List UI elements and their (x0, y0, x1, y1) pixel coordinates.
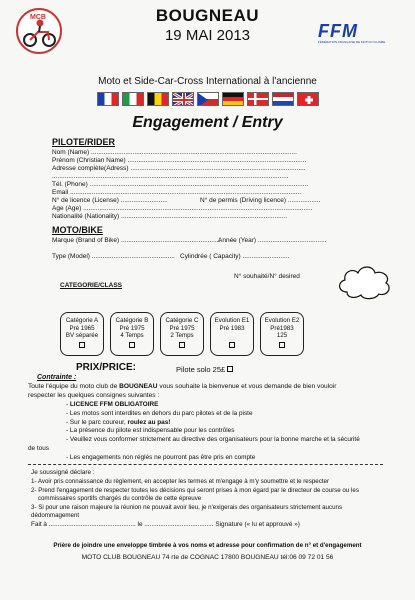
event-date: 19 MAI 2013 (164, 27, 251, 44)
address-line-2[interactable]: ................................................................................................................................... (52, 173, 289, 180)
contrainte-item-text: - Sur le parc coureur, (66, 418, 128, 426)
footer-address (0, 554, 415, 561)
contrainte-item-text: - Veuillez vous conformer strictement au directive des organisateurs pour la bonne marche et la sécurité (66, 436, 360, 444)
contrainte-item (66, 419, 360, 428)
contrainte-item-text: - (66, 401, 70, 408)
category-box-4[interactable] (210, 312, 254, 356)
event-title: BOUGNEAU (155, 6, 260, 25)
category-box-2[interactable] (110, 312, 154, 356)
contrainte-intro (28, 383, 336, 390)
contrainte-item-text: - Les motos sont interdites en dehors du parc pilotes et de la piste (66, 409, 253, 417)
permis-label: N° de permis (Driving licence) (200, 197, 287, 204)
declaration-item: 3- Si pour une raison majeure la réunion ne pouvait avoir lieu, je n'exigerais des organisateurs strictement aucuns (31, 503, 343, 511)
category-box-1[interactable] (60, 312, 104, 356)
category-box-line: 4 Temps (120, 332, 144, 340)
address-label: Adresse complète(Adress) (52, 165, 129, 172)
flag-netherlands-icon (272, 92, 294, 106)
category-checkbox[interactable] (279, 342, 285, 348)
contrainte-intro-part2: vous souhaite la bienvenue et vous demande de bien vouloir (159, 383, 337, 390)
category-box-line: Evolution E1 (214, 317, 250, 324)
signature-label: Signature (« lu et approuvé ») (215, 521, 300, 528)
brand-field[interactable]: Marque (Brand of Bike) ....................................................... (52, 237, 221, 244)
name-label: Nom (Name) (52, 149, 90, 156)
permis-field[interactable]: N° de permis (Driving licence) .................. (200, 197, 321, 204)
contrainte-engagements: - Les engagements non réglés ne pourront pas être pris en compte (66, 454, 256, 461)
cylindree-label: Cylindrée ( Capacity) (180, 253, 241, 260)
moto-heading: MOTO/BIKE (52, 225, 103, 235)
declaration-intro: Je soussigné déclare : (31, 469, 95, 476)
contrainte-de-tous: de tous (28, 445, 49, 452)
category-box-line: Catégorie C (165, 317, 199, 324)
category-box-line: 2 Temps (170, 332, 194, 340)
flag-switzerland-icon (297, 92, 319, 106)
flag-uk-icon (172, 92, 194, 106)
email-label: Email (52, 189, 69, 196)
footer-phone: tél:06 09 72 01 56 (280, 554, 334, 561)
price-solo-checkbox[interactable] (227, 366, 233, 372)
category-box-line: BV séparée (65, 332, 99, 340)
pilote-heading: PILOTE/RIDER (52, 137, 116, 147)
footer-club: MOTO CLUB BOUGNEAU 74 rte de COGNAC 17800 BOUGNEAU (81, 554, 279, 561)
firstname-field[interactable]: Prénom (Christian Name) ................................................................................................... (52, 157, 307, 164)
categorie-heading: CATEGORIE/CLASS (60, 282, 122, 289)
brand-label: Marque (Brand of Bike) (52, 237, 120, 244)
flag-czech-icon (197, 92, 219, 106)
prix-heading: PRIX/PRICE: (76, 362, 137, 373)
declaration-item: 2- Prend l'engagement de respecter toutes les décisions qui seront prises à mon égard par le directeur de course ou les (31, 486, 359, 494)
entry-title: Engagement / Entry (132, 114, 283, 131)
flag-belgium-icon (147, 92, 169, 106)
ffm-logo (318, 22, 390, 48)
contrainte-item (66, 427, 360, 436)
declaration-list (31, 478, 359, 521)
ffm-logo-tagline: FÉDÉRATION FRANÇAISE DE MOTOCYCLISME (318, 40, 386, 44)
club-logo-text: MCB (30, 14, 46, 21)
contrainte-intro-line2: respecter les quelques consignes suivantes : (28, 392, 160, 399)
footer-envelope: Prière de joindre une enveloppe timbrée à vos noms et adresse pour confirmation de n° et d'engagement (53, 542, 362, 549)
year-field[interactable]: Année (Year) ...................................... (218, 237, 327, 244)
email-field[interactable]: Email ................................................................................................................................ (52, 189, 302, 196)
cloud-number-box[interactable] (335, 262, 393, 302)
category-box-line: Pré 1965 (69, 324, 95, 332)
contrainte-item-text: - La présence du pilote est indispensable pour les contrôles (66, 427, 235, 435)
type-field[interactable]: Type (Model) .............................................. (52, 253, 175, 260)
event-subtitle: Moto et Side-Car-Cross International à l'ancienne (98, 76, 317, 87)
separator (28, 464, 383, 465)
declaration-item: dédommagement (31, 512, 80, 519)
price-solo-label: Pilote solo 25£ (176, 365, 226, 374)
declaration-item: commissaires sportifs chargés du contrôle de cette épreuve (31, 495, 202, 502)
contrainte-list (66, 401, 360, 445)
category-box-5[interactable] (260, 312, 304, 356)
name-field[interactable]: Nom (Name) .................................................................................................................. (52, 149, 297, 156)
licence-field[interactable]: N° de licence (License) .......................... (52, 197, 168, 204)
address-field[interactable]: Adresse complète(Adress) ................................................................................................. (52, 165, 306, 172)
contrainte-item-bold: LICENCE FFM OBLIGATOIRE (69, 401, 159, 408)
fait-label: Fait à (31, 521, 47, 528)
category-box-line: 125 (276, 332, 288, 340)
contrainte-item (66, 436, 360, 445)
licence-label: N° de licence (License) (52, 197, 119, 204)
declaration-item: 1- Avoir pris connaissance du règlement, en accepter les termes et m'engage à m'y soumettre et le respecter (31, 478, 330, 485)
ffm-logo-text: FFM (318, 21, 358, 41)
flags-row (0, 92, 415, 106)
price-solo[interactable] (176, 364, 233, 374)
age-label: Age (Age) (52, 205, 82, 212)
flag-france-icon (97, 92, 119, 106)
category-checkbox[interactable] (129, 342, 135, 348)
flag-germany-icon (222, 92, 244, 106)
contrainte-intro-part1: Toute l'équipe du moto club de (28, 383, 118, 390)
category-box-line: Catégorie B (115, 317, 149, 324)
category-box-line: Pré1983 (270, 324, 294, 332)
flag-denmark-icon (247, 92, 269, 106)
flag-italy-icon (122, 92, 144, 106)
signature-row[interactable]: Fait à ................................................. le ....................................... Signature (« lu et approuvé ») (31, 521, 300, 528)
category-box-3[interactable] (160, 312, 204, 356)
contrainte-item (66, 410, 360, 419)
nationality-field[interactable]: Nationalité (Nationality) ............................................................................................ (52, 213, 288, 220)
le-label: le (137, 521, 143, 528)
category-boxes (60, 312, 304, 356)
category-checkbox[interactable] (229, 342, 235, 348)
contrainte-heading: Contrainte : (37, 374, 77, 381)
category-box-line: Pré 1975 (119, 324, 145, 332)
category-box-line: Pré 1983 (219, 324, 245, 332)
contrainte-item (66, 401, 360, 410)
category-checkbox[interactable] (179, 342, 185, 348)
nationality-label: Nationalité (Nationality) (52, 213, 120, 220)
category-box-line: Pré 1975 (169, 324, 195, 332)
category-box-line (211, 332, 253, 340)
type-label: Type (Model) (52, 253, 90, 260)
firstname-label: Prénom (Christian Name) (52, 157, 126, 164)
category-checkbox[interactable] (79, 342, 85, 348)
category-box-line: Catégorie A (65, 317, 99, 324)
contrainte-intro-club: BOUGNEAU (119, 383, 158, 390)
number-label: N° souhaité/N° desired (234, 273, 300, 280)
contrainte-item-bold: roulez au pas! (127, 418, 171, 426)
age-field[interactable]: Age (Age) ............................................................................................................................... (52, 205, 313, 212)
category-box-line: Evolution E2 (264, 317, 300, 324)
phone-label: Tél. (Phone) (52, 181, 88, 188)
year-label: Année (Year) (218, 237, 257, 244)
phone-field[interactable]: Tél. (Phone) ......................................................................................................................... (52, 181, 309, 188)
cylindree-field[interactable]: Cylindrée ( Capacity) .......................... (180, 253, 290, 260)
